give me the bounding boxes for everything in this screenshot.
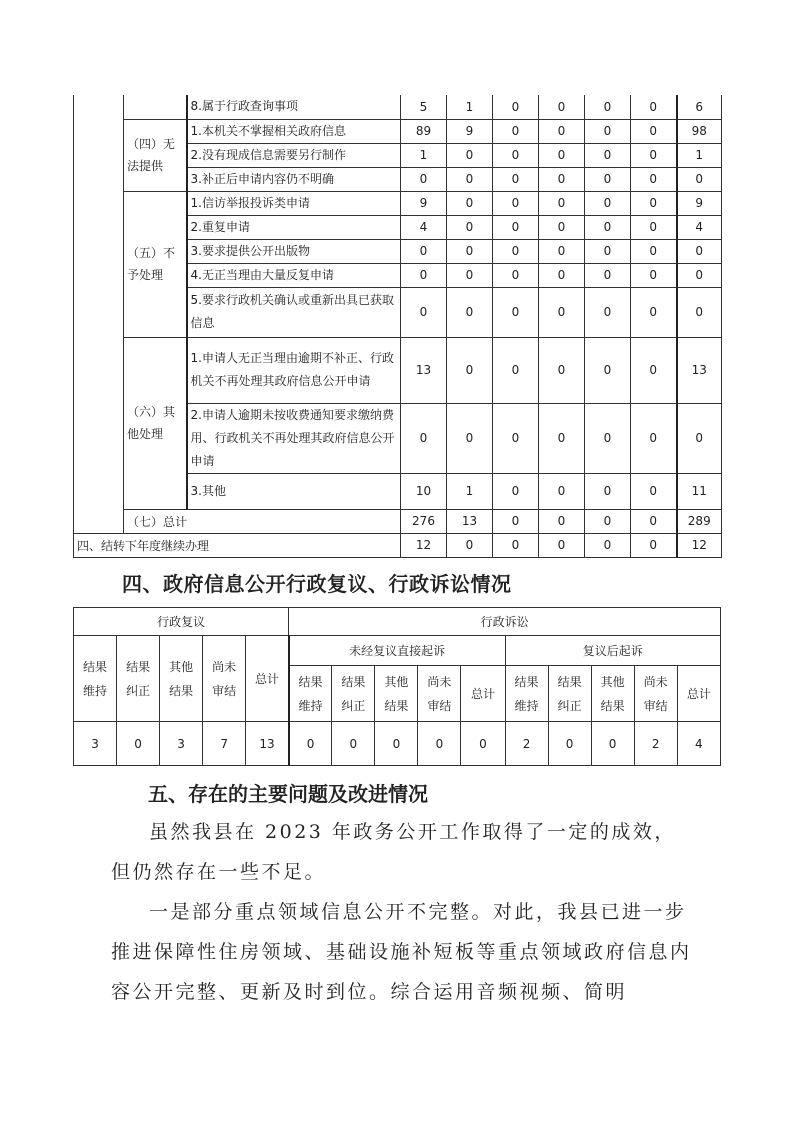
- total-row: [74, 509, 722, 533]
- header-line: 尚未: [643, 674, 668, 689]
- value-cell: 0: [631, 95, 677, 119]
- total-value: 0: [585, 509, 631, 533]
- value-cell: 3: [160, 722, 203, 766]
- value-cell: 0: [539, 337, 585, 403]
- header-line: 审结: [212, 683, 237, 698]
- header-line: 其他: [600, 674, 625, 689]
- column-header: [375, 666, 418, 722]
- column-header: [74, 636, 117, 722]
- header-line: 结果: [298, 674, 323, 689]
- value-cell: 0: [539, 191, 585, 215]
- value-cell: 13: [401, 337, 447, 403]
- value-cell: 0: [447, 167, 493, 191]
- header-line: 结果: [514, 674, 539, 689]
- item-label: 4.无正当理由大量反复申请: [187, 263, 401, 287]
- value-cell: 0: [493, 191, 539, 215]
- carryover-value: 12: [401, 533, 447, 557]
- value-cell: 10: [401, 473, 447, 509]
- value-cell: 0: [585, 287, 631, 337]
- value-cell: 0: [585, 473, 631, 509]
- value-cell: 0: [677, 403, 722, 473]
- value-cell: 0: [539, 263, 585, 287]
- header-line: 结果: [169, 683, 194, 698]
- value-cell: 0: [585, 143, 631, 167]
- value-cell: 0: [631, 473, 677, 509]
- header-line: 维持: [514, 698, 539, 713]
- value-cell: 98: [677, 119, 722, 143]
- value-cell: 0: [539, 403, 585, 473]
- item-label: 3.要求提供公开出版物: [187, 239, 401, 263]
- header-line: 纠正: [126, 683, 151, 698]
- review-litigation-table: [73, 607, 721, 766]
- section-5-heading: 五、存在的主要问题及改进情况: [148, 782, 428, 806]
- header-line: 总计: [686, 686, 711, 701]
- header-line: 审结: [427, 698, 452, 713]
- carryover-value: 0: [493, 533, 539, 557]
- column-header: [677, 666, 720, 722]
- value-cell: 0: [539, 95, 585, 119]
- value-cell: 0: [447, 215, 493, 239]
- value-cell: 0: [539, 239, 585, 263]
- value-cell: 0: [539, 143, 585, 167]
- value-row: [74, 722, 721, 766]
- value-cell: 0: [631, 287, 677, 337]
- column-header: [505, 666, 548, 722]
- value-cell: 4: [677, 722, 720, 766]
- item-label: 1.本机关不掌握相关政府信息: [187, 119, 401, 143]
- value-cell: 0: [585, 215, 631, 239]
- category-cell: （四）无法提供: [124, 119, 187, 191]
- header-line: 结果: [341, 674, 366, 689]
- paragraph: 虽然我县在 2023 年政务公开工作取得了一定的成效，但仍然存在一些不足。: [111, 821, 676, 883]
- value-cell: 0: [591, 722, 634, 766]
- header-line: 结果: [83, 659, 108, 674]
- value-cell: 9: [447, 119, 493, 143]
- value-cell: 0: [401, 239, 447, 263]
- value-cell: 0: [631, 239, 677, 263]
- total-value: 0: [493, 509, 539, 533]
- value-cell: 0: [585, 337, 631, 403]
- value-cell: 0: [631, 143, 677, 167]
- value-cell: 0: [401, 263, 447, 287]
- value-cell: 2: [505, 722, 548, 766]
- value-cell: 13: [677, 337, 722, 403]
- header-line: 总计: [254, 671, 279, 686]
- header-line: 维持: [298, 698, 323, 713]
- value-cell: 0: [401, 403, 447, 473]
- value-cell: 0: [493, 143, 539, 167]
- value-cell: 3: [74, 722, 117, 766]
- header-line: 维持: [83, 683, 108, 698]
- value-cell: 0: [375, 722, 418, 766]
- column-header: [160, 636, 203, 722]
- total-value: 0: [539, 509, 585, 533]
- value-cell: 0: [548, 722, 591, 766]
- value-cell: 0: [447, 287, 493, 337]
- carryover-row: [74, 533, 722, 557]
- litigation-header: 行政诉讼: [289, 608, 721, 636]
- column-header: [203, 636, 246, 722]
- value-cell: 0: [493, 119, 539, 143]
- value-cell: 0: [493, 263, 539, 287]
- header-line: 结果: [557, 674, 582, 689]
- application-handling-table: [73, 95, 722, 558]
- header-line: 纠正: [557, 698, 582, 713]
- value-cell: 0: [289, 722, 332, 766]
- table-row: [74, 337, 722, 403]
- value-cell: 13: [246, 722, 289, 766]
- value-cell: 0: [539, 167, 585, 191]
- value-cell: 0: [493, 337, 539, 403]
- value-cell: 1: [401, 143, 447, 167]
- direct-suit-header: 未经复议直接起诉: [289, 636, 505, 666]
- carryover-value: 0: [631, 533, 677, 557]
- value-cell: 0: [677, 263, 722, 287]
- paragraph: 一是部分重点领域信息公开不完整。对此，我县已进一步推进保障性住房领域、基础设施补短板等重点领域政府信息内容公开完整、更新及时到位。综合运用音频视频、简明: [111, 901, 692, 1003]
- review-header: 行政复议: [74, 608, 289, 636]
- column-header: [289, 666, 332, 722]
- header-line: 尚未: [427, 674, 452, 689]
- value-cell: 0: [585, 263, 631, 287]
- item-label: 8.属于行政查询事项: [187, 95, 401, 119]
- value-cell: 0: [539, 119, 585, 143]
- column-header: [246, 636, 289, 722]
- value-cell: 0: [447, 191, 493, 215]
- section-4-heading: 四、政府信息公开行政复议、行政诉讼情况: [122, 572, 512, 596]
- item-label: 2.重复申请: [187, 215, 401, 239]
- carryover-value: 0: [539, 533, 585, 557]
- value-cell: 0: [332, 722, 375, 766]
- value-cell: 0: [631, 191, 677, 215]
- header-row: [74, 608, 721, 636]
- total-value: 289: [677, 509, 722, 533]
- blank-cell: [74, 95, 124, 533]
- item-label: 2.申请人逾期未按收费通知要求缴纳费用、行政机关不再处理其政府信息公开申请: [187, 403, 401, 473]
- header-line: 总计: [470, 686, 495, 701]
- value-cell: 0: [631, 167, 677, 191]
- value-cell: 0: [585, 167, 631, 191]
- value-cell: 0: [585, 239, 631, 263]
- table-row: [74, 119, 722, 143]
- value-cell: 9: [677, 191, 722, 215]
- total-value: 13: [447, 509, 493, 533]
- carryover-value: 12: [677, 533, 722, 557]
- value-cell: 6: [677, 95, 722, 119]
- column-header: [634, 666, 677, 722]
- header-line: 结果: [600, 698, 625, 713]
- value-cell: 0: [117, 722, 160, 766]
- value-cell: 0: [631, 337, 677, 403]
- value-cell: 0: [418, 722, 461, 766]
- column-header: [332, 666, 375, 722]
- value-cell: 0: [493, 215, 539, 239]
- value-cell: 0: [493, 287, 539, 337]
- value-cell: 0: [539, 473, 585, 509]
- header-line: 结果: [384, 698, 409, 713]
- value-cell: 7: [203, 722, 246, 766]
- value-cell: 0: [677, 167, 722, 191]
- column-header: [418, 666, 461, 722]
- value-cell: 0: [539, 215, 585, 239]
- value-cell: 0: [447, 143, 493, 167]
- value-cell: 0: [447, 239, 493, 263]
- total-label: （七）总计: [124, 509, 401, 533]
- header-line: 其他: [169, 659, 194, 674]
- header-row: [74, 636, 721, 666]
- value-cell: 0: [401, 167, 447, 191]
- carryover-label: 四、结转下年度继续办理: [74, 533, 401, 557]
- total-value: 0: [631, 509, 677, 533]
- value-cell: 0: [447, 337, 493, 403]
- header-line: 审结: [643, 698, 668, 713]
- value-cell: 0: [447, 263, 493, 287]
- value-cell: 89: [401, 119, 447, 143]
- value-cell: 5: [401, 95, 447, 119]
- total-value: 276: [401, 509, 447, 533]
- after-review-header: 复议后起诉: [505, 636, 721, 666]
- carryover-value: 0: [447, 533, 493, 557]
- item-label: 5.要求行政机关确认或重新出具已获取信息: [187, 287, 401, 337]
- header-line: 尚未: [212, 659, 237, 674]
- item-label: 3.补正后申请内容仍不明确: [187, 167, 401, 191]
- value-cell: 0: [631, 403, 677, 473]
- value-cell: 0: [585, 191, 631, 215]
- value-cell: 0: [631, 215, 677, 239]
- value-cell: 0: [585, 119, 631, 143]
- header-line: 纠正: [341, 698, 366, 713]
- item-label: 1.申请人无正当理由逾期不补正、行政机关不再处理其政府信息公开申请: [187, 337, 401, 403]
- header-line: 其他: [384, 674, 409, 689]
- value-cell: 1: [447, 95, 493, 119]
- value-cell: 2: [634, 722, 677, 766]
- value-cell: 1: [447, 473, 493, 509]
- category-cell: [124, 95, 187, 119]
- carryover-value: 0: [585, 533, 631, 557]
- value-cell: 0: [493, 239, 539, 263]
- value-cell: 4: [401, 215, 447, 239]
- value-cell: 0: [539, 287, 585, 337]
- value-cell: 0: [493, 167, 539, 191]
- column-header: [117, 636, 160, 722]
- value-cell: 0: [631, 263, 677, 287]
- item-label: 2.没有现成信息需要另行制作: [187, 143, 401, 167]
- column-header: [591, 666, 634, 722]
- category-cell: （六）其他处理: [124, 337, 187, 509]
- item-label: 1.信访举报投诉类申请: [187, 191, 401, 215]
- table-row: [74, 191, 722, 215]
- header-line: 结果: [126, 659, 151, 674]
- value-cell: 0: [585, 95, 631, 119]
- value-cell: 4: [677, 215, 722, 239]
- category-cell: （五）不予处理: [124, 191, 187, 337]
- value-cell: 1: [677, 143, 722, 167]
- table-row: [74, 95, 722, 119]
- value-cell: 0: [461, 722, 505, 766]
- column-header: [461, 666, 505, 722]
- value-cell: 0: [493, 473, 539, 509]
- value-cell: 0: [677, 239, 722, 263]
- value-cell: 9: [401, 191, 447, 215]
- value-cell: 11: [677, 473, 722, 509]
- value-cell: 0: [585, 403, 631, 473]
- item-label: 3.其他: [187, 473, 401, 509]
- column-header: [548, 666, 591, 722]
- value-cell: 0: [447, 403, 493, 473]
- value-cell: 0: [493, 95, 539, 119]
- value-cell: 0: [677, 287, 722, 337]
- value-cell: 0: [631, 119, 677, 143]
- value-cell: 0: [493, 403, 539, 473]
- value-cell: 0: [401, 287, 447, 337]
